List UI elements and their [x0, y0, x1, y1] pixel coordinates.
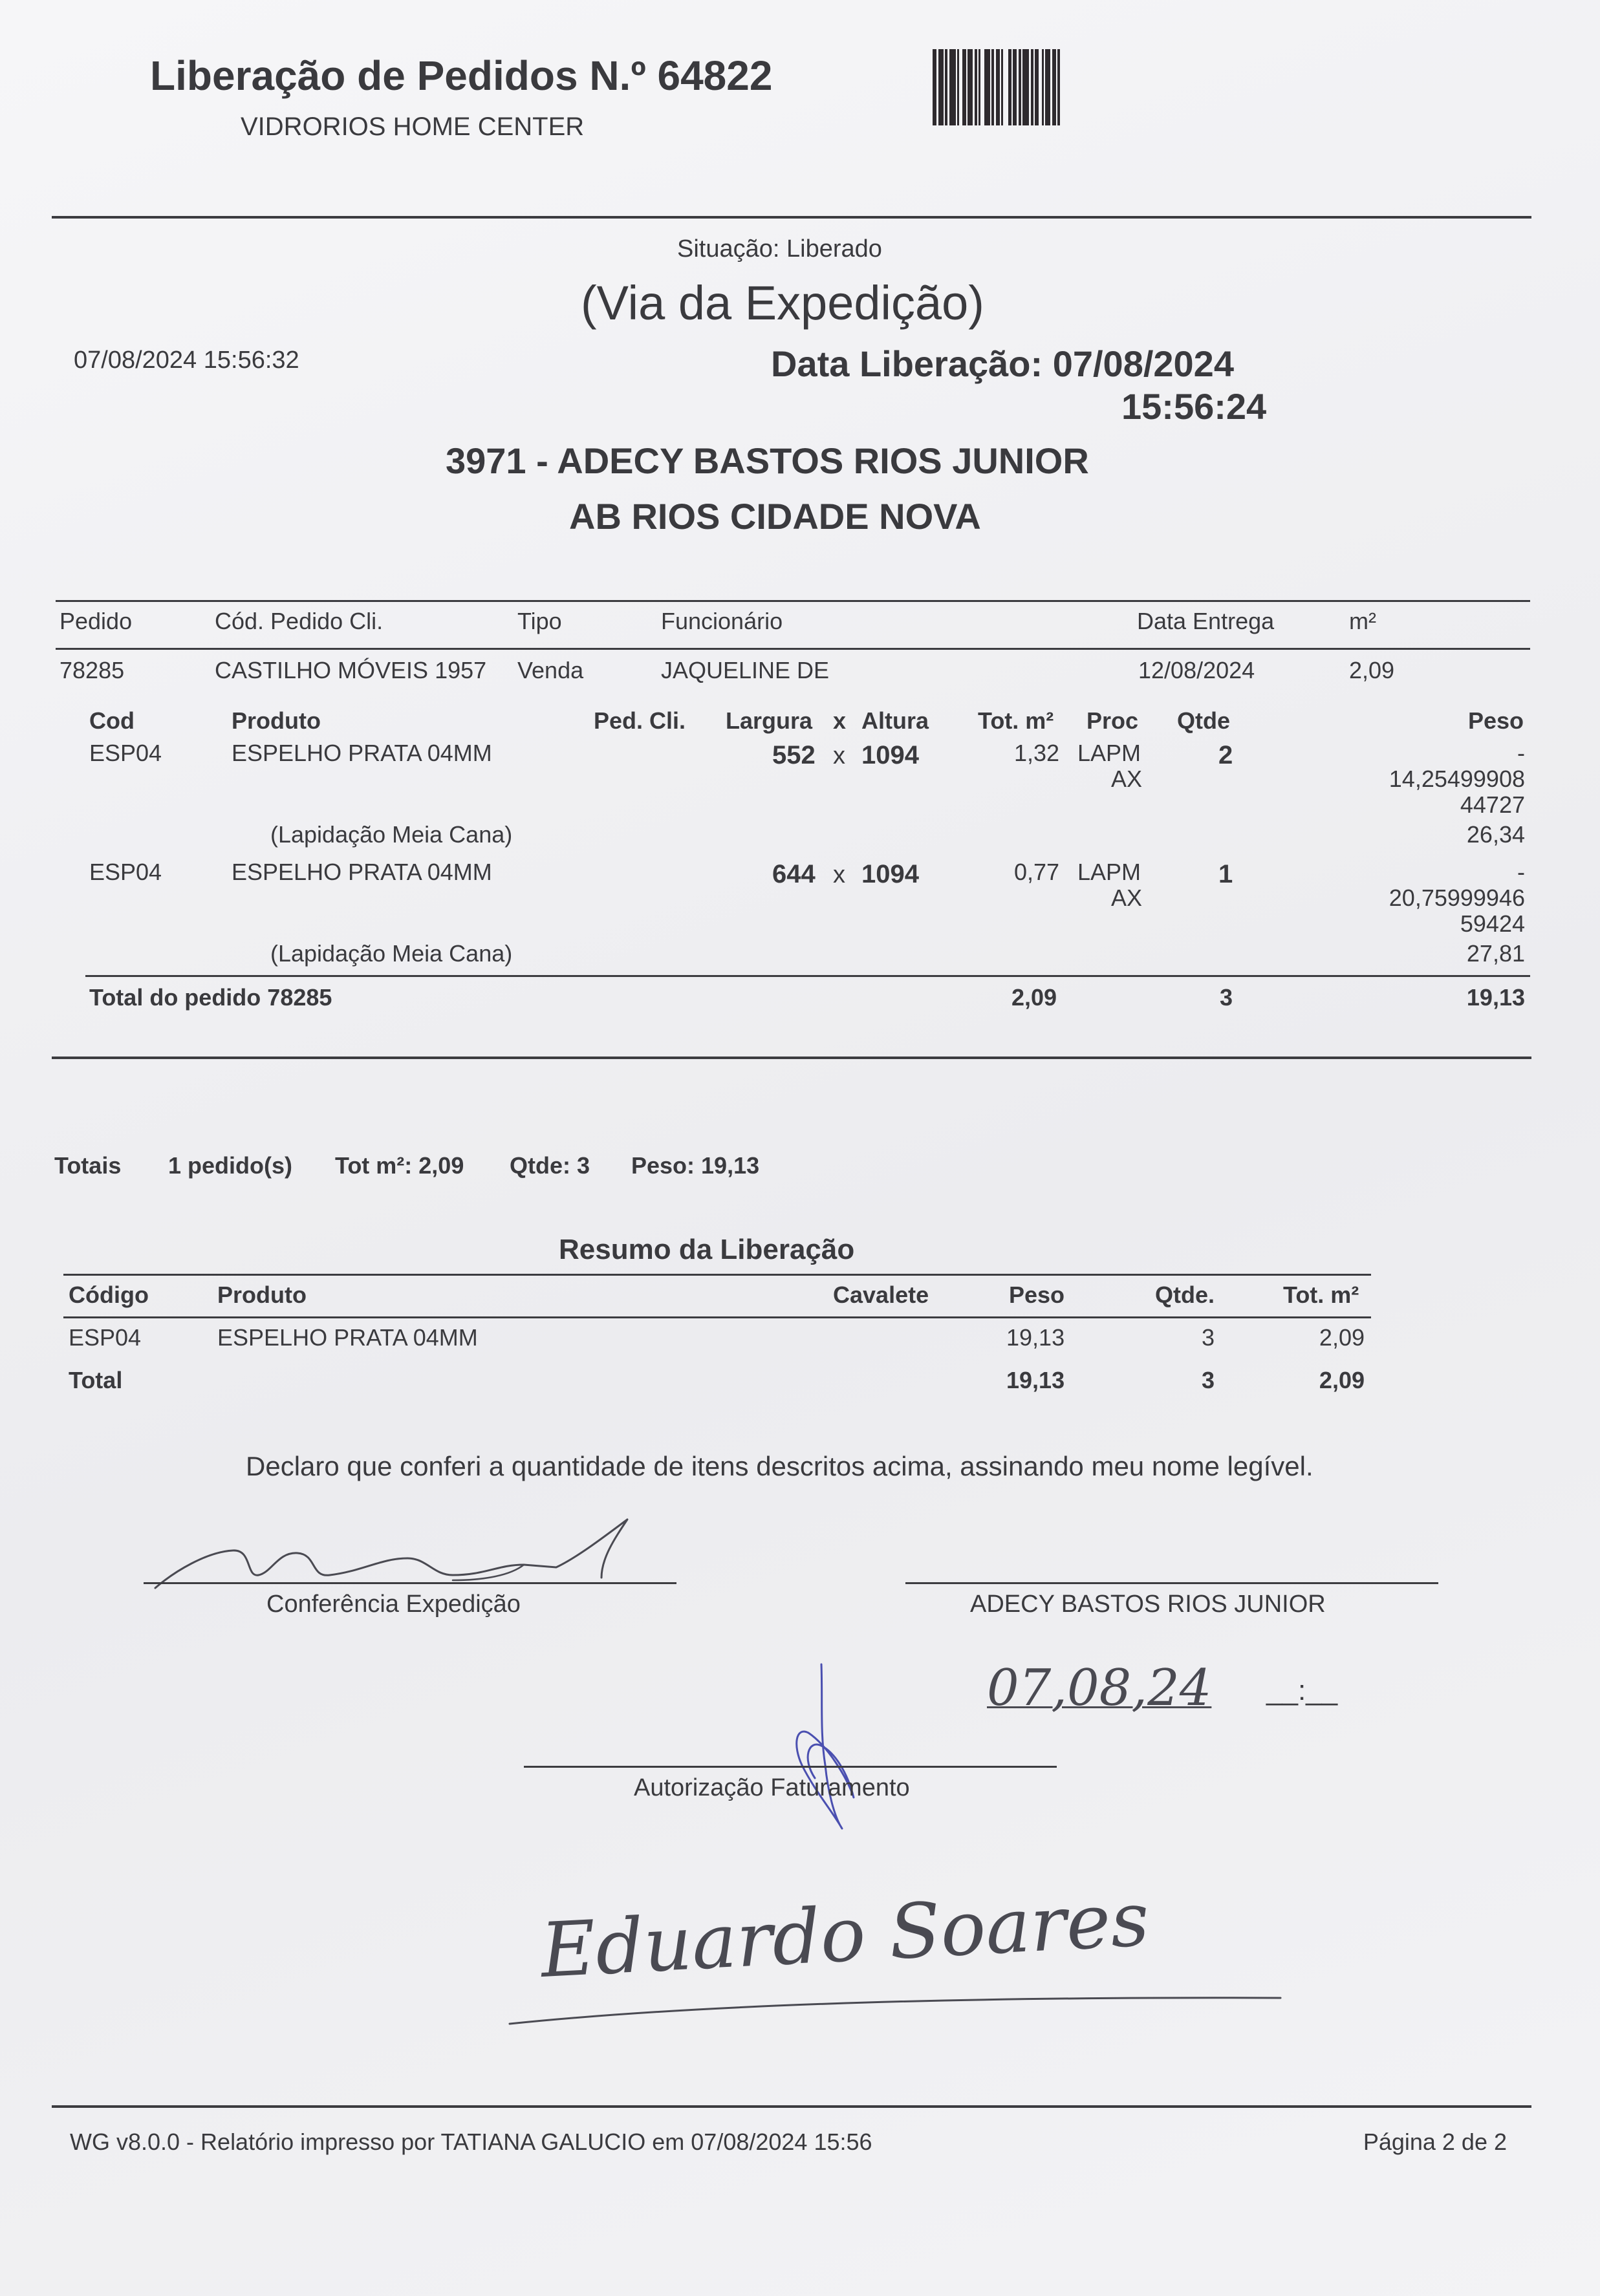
signature-conferencia-scribble — [149, 1513, 666, 1604]
signature-name-underline — [504, 1979, 1293, 2030]
item-1-x: x — [833, 742, 845, 769]
resumo-th-qtde: Qtde. — [1155, 1282, 1215, 1308]
company-name: VIDRORIOS HOME CENTER — [241, 113, 585, 141]
document-title: Liberação de Pedidos N.º 64822 — [150, 52, 773, 99]
th-tipo: Tipo — [517, 608, 562, 634]
order-funcionario: JAQUELINE DE — [661, 657, 830, 683]
item-2-proc: LAPM — [1077, 859, 1141, 885]
item-1-tot-m2: 1,32 — [1014, 740, 1060, 766]
order-pedido: 78285 — [59, 657, 125, 683]
item-1-peso-dash: - — [1517, 740, 1525, 766]
autorizacao-label: Autorização Faturamento — [634, 1774, 910, 1801]
th-cod-pedido-cli: Cód. Pedido Cli. — [215, 608, 384, 634]
handwritten-time-blank: __:__ — [1266, 1675, 1338, 1706]
resumo-peso: 19,13 — [1006, 1324, 1065, 1351]
declaration-text: Declaro que conferi a quantidade de itens descritos acima, assinando meu nome legível. — [246, 1451, 1314, 1481]
th-funcionario: Funcionário — [661, 608, 783, 634]
item-1-qtde: 2 — [1218, 741, 1233, 769]
via-label: (Via da Expedição) — [581, 276, 984, 330]
total-pedido-label: Total do pedido 78285 — [89, 984, 332, 1011]
item-1-largura: 552 — [772, 741, 816, 769]
signature-line-conferencia — [144, 1582, 676, 1584]
totais-pedidos: 1 pedido(s) — [168, 1152, 293, 1179]
order-tipo: Venda — [517, 657, 584, 683]
resumo-th-codigo: Código — [69, 1282, 149, 1308]
total-pedido-qtde: 3 — [1220, 984, 1233, 1011]
totais-peso: Peso: 19,13 — [631, 1152, 760, 1179]
footer-divider — [52, 2105, 1531, 2108]
resumo-top-line — [63, 1274, 1371, 1276]
th-proc: Proc — [1086, 707, 1139, 734]
item-2-peso-b: 59424 — [1460, 910, 1525, 937]
section-divider — [52, 1057, 1531, 1059]
resumo-header-line — [63, 1316, 1371, 1318]
handwritten-name: Eduardo Soares — [538, 1875, 1152, 1995]
item-1-peso-a: 14,25499908 — [1389, 766, 1525, 792]
cliente-signature-label: ADECY BASTOS RIOS JUNIOR — [970, 1591, 1326, 1618]
th-qtde: Qtde — [1177, 707, 1231, 734]
order-table-header-line — [56, 648, 1530, 650]
th-peso: Peso — [1467, 707, 1524, 734]
item-1-peso-b: 44727 — [1460, 791, 1525, 818]
item-1-produto: ESPELHO PRATA 04MM — [232, 740, 492, 766]
item-2-x: x — [833, 861, 845, 888]
th-altura: Altura — [861, 707, 929, 734]
item-2-tot-m2: 0,77 — [1014, 859, 1060, 885]
item-2-largura: 644 — [772, 860, 816, 888]
item-2-produto: ESPELHO PRATA 04MM — [232, 859, 492, 885]
order-data-entrega: 12/08/2024 — [1138, 657, 1255, 683]
th-m2: m² — [1349, 608, 1376, 634]
item-1-proc-2: AX — [1111, 766, 1143, 792]
resumo-total-label: Total — [69, 1367, 123, 1393]
th-pedido: Pedido — [59, 608, 133, 634]
print-timestamp: 07/08/2024 15:56:32 — [74, 347, 299, 374]
resumo-total-tot-m2: 2,09 — [1319, 1367, 1365, 1393]
order-cod-pedido-cli: CASTILHO MÓVEIS 1957 — [215, 657, 487, 683]
resumo-th-peso: Peso — [1009, 1282, 1065, 1308]
totais-m2: Tot m²: 2,09 — [335, 1152, 464, 1179]
items-total-line — [85, 975, 1530, 977]
item-1-cod: ESP04 — [89, 740, 162, 766]
resumo-th-cavalete: Cavalete — [833, 1282, 929, 1308]
header-divider — [52, 216, 1531, 219]
signature-autorizacao-scribble — [770, 1662, 873, 1836]
item-1-obs: (Lapidação Meia Cana) — [270, 821, 513, 848]
handwritten-date: 07,08,24 — [987, 1659, 1212, 1717]
resumo-th-produto: Produto — [217, 1282, 307, 1308]
item-2-qtde: 1 — [1218, 860, 1233, 888]
barcode-icon — [933, 49, 1195, 125]
hora-liberacao: 15:56:24 — [1121, 386, 1267, 427]
item-1-altura: 1094 — [861, 741, 919, 769]
resumo-th-tot-m2: Tot. m² — [1283, 1282, 1359, 1308]
cliente-fantasia: AB RIOS CIDADE NOVA — [569, 496, 981, 537]
item-2-obs: (Lapidação Meia Cana) — [270, 940, 513, 967]
signature-line-autorizacao — [524, 1766, 1057, 1768]
data-liberacao: Data Liberação: 07/08/2024 — [771, 343, 1234, 384]
th-largura: Largura — [726, 707, 813, 734]
footer-page-number: Página 2 de 2 — [1363, 2129, 1507, 2155]
totais-label: Totais — [54, 1152, 122, 1179]
resumo-title: Resumo da Liberação — [559, 1234, 855, 1265]
resumo-total-peso: 19,13 — [1006, 1367, 1065, 1393]
item-1-peso-total: 26,34 — [1466, 821, 1525, 848]
item-2-peso-total: 27,81 — [1466, 940, 1525, 967]
signature-line-cliente — [905, 1582, 1438, 1584]
resumo-produto: ESPELHO PRATA 04MM — [217, 1324, 478, 1351]
item-1-proc: LAPM — [1077, 740, 1141, 766]
th-x: x — [833, 707, 847, 734]
item-2-peso-dash: - — [1517, 859, 1525, 885]
th-ped-cli: Ped. Cli. — [594, 707, 686, 734]
resumo-tot-m2: 2,09 — [1319, 1324, 1365, 1351]
th-tot-m2: Tot. m² — [978, 707, 1054, 734]
cliente-name: 3971 - ADECY BASTOS RIOS JUNIOR — [446, 440, 1089, 481]
footer-printed-by: WG v8.0.0 - Relatório impresso por TATIANA GALUCIO em 07/08/2024 15:56 — [70, 2129, 872, 2155]
totais-qtde: Qtde: 3 — [510, 1152, 590, 1179]
order-m2: 2,09 — [1349, 657, 1395, 683]
th-cod: Cod — [89, 707, 135, 734]
resumo-qtde: 3 — [1202, 1324, 1215, 1351]
item-2-peso-a: 20,75999946 — [1389, 885, 1525, 911]
th-produto: Produto — [232, 707, 321, 734]
status-situacao: Situação: Liberado — [677, 235, 882, 263]
order-table-top-line — [56, 600, 1530, 602]
item-2-proc-2: AX — [1111, 885, 1143, 911]
item-2-altura: 1094 — [861, 860, 919, 888]
item-2-cod: ESP04 — [89, 859, 162, 885]
th-data-entrega: Data Entrega — [1137, 608, 1275, 634]
conferencia-label: Conferência Expedição — [266, 1591, 521, 1618]
total-pedido-peso: 19,13 — [1466, 984, 1525, 1011]
resumo-total-qtde: 3 — [1202, 1367, 1215, 1393]
total-pedido-m2: 2,09 — [1011, 984, 1057, 1011]
resumo-codigo: ESP04 — [69, 1324, 142, 1351]
